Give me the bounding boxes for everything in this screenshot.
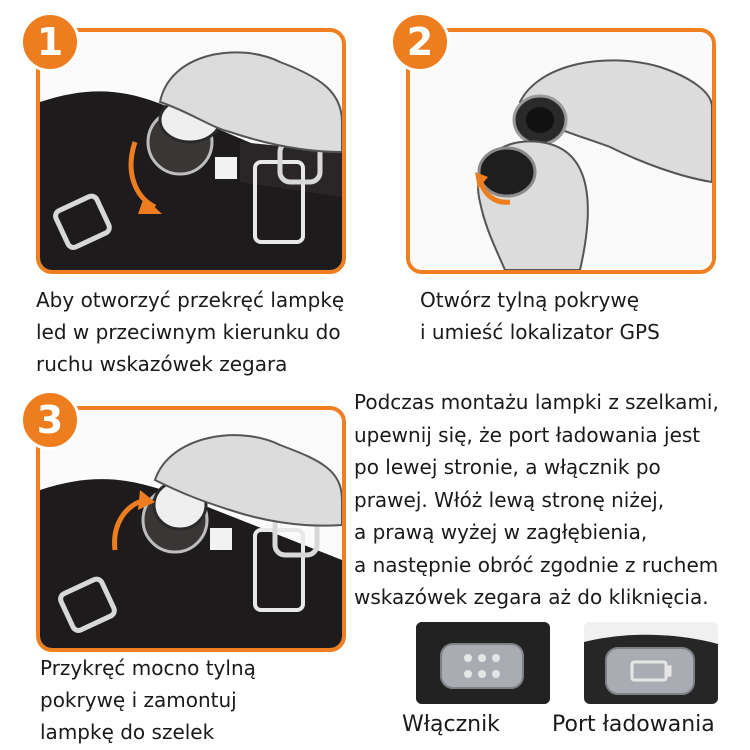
- step-1-caption-line: Aby otworzyć przekręć lampkę: [36, 288, 345, 312]
- step-3-caption-line: pokrywę i zamontuj: [40, 688, 237, 712]
- step-1-caption: [36, 284, 344, 380]
- step-3-image-frame: [36, 406, 346, 652]
- charging-port-photo: [584, 622, 718, 704]
- power-switch-label: Włącznik: [402, 712, 500, 737]
- step-2-caption: [420, 284, 660, 348]
- step-1-illustration: [40, 32, 342, 270]
- step-2-caption-line: i umieść lokalizator GPS: [420, 320, 660, 344]
- logo-patch: [215, 157, 237, 179]
- step-2-badge: 2: [390, 12, 450, 72]
- logo-patch: [210, 528, 232, 550]
- step-3-caption-line: Przykręć mocno tylną: [40, 656, 256, 680]
- step-3-illustration: [40, 410, 342, 648]
- mounting-instructions: [354, 386, 719, 614]
- step-2-image-frame: [406, 28, 716, 274]
- instruction-line: Podczas montażu lampki z szelkami,: [354, 390, 719, 414]
- step-1-badge: 1: [20, 12, 80, 72]
- instruction-line: wskazówek zegara aż do kliknięcia.: [354, 585, 709, 609]
- step-3-badge: 3: [20, 390, 80, 450]
- gps-housing: [479, 148, 535, 196]
- step-3-caption-line: lampkę do szelek: [40, 720, 215, 744]
- charging-port-label: Port ładowania: [552, 712, 715, 737]
- step-2-illustration: [410, 32, 712, 270]
- instruction-line: po lewej stronie, a włącznik po: [354, 455, 661, 479]
- instruction-line: upewnij się, że port ładowania jest: [354, 422, 701, 447]
- instruction-line: prawej. Włóż lewą stronę niżej,: [354, 487, 665, 512]
- power-switch-photo: [416, 622, 550, 704]
- instruction-line: a następnie obróć zgodnie z ruchem: [354, 552, 719, 577]
- step-2-caption-line: Otwórz tylną pokrywę: [420, 288, 640, 312]
- step-3-caption: [40, 652, 256, 748]
- step-1-image-frame: [36, 28, 346, 274]
- instruction-line: a prawą wyżej w zagłębienia,: [354, 520, 648, 544]
- step-1-caption-line: led w przeciwnym kierunku do: [36, 320, 341, 344]
- step-1-caption-line: ruchu wskazówek zegara: [36, 352, 288, 376]
